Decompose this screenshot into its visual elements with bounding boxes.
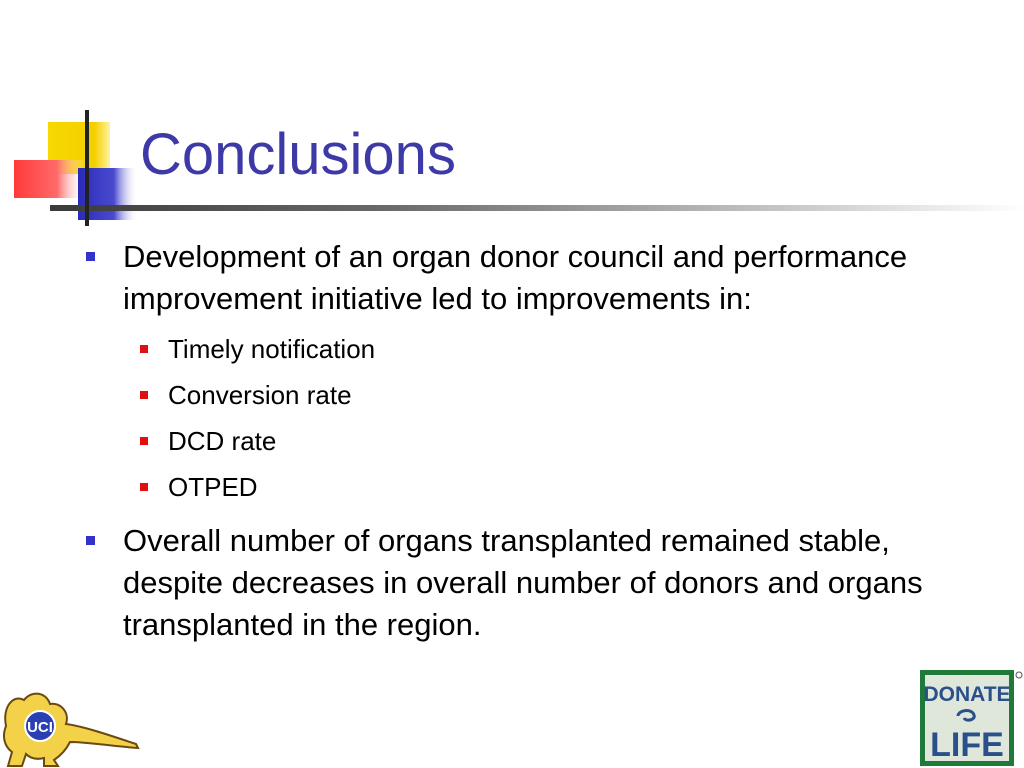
life-text: LIFE: [930, 726, 1004, 764]
sub-bullet-item: [86, 418, 996, 464]
bullet-text: Overall number of organs transplanted remained stable, despite decreases in overall number of donors and organs transplanted in the region.: [123, 523, 923, 642]
donate-life-logo: [918, 668, 1024, 768]
sub-bullet-item: [86, 326, 996, 372]
bullet-item: [86, 520, 996, 646]
sub-bullet-square-icon: [140, 483, 148, 491]
bullet-item: [86, 236, 996, 320]
sub-bullet-text: OTPED: [168, 472, 258, 502]
uci-anteater-logo: [0, 686, 142, 768]
sub-bullet-item: [86, 372, 996, 418]
donate-text: DONATE: [923, 683, 1011, 706]
sub-bullet-square-icon: [140, 345, 148, 353]
vertical-line: [85, 110, 89, 226]
slide-title: Conclusions: [140, 122, 456, 187]
bullet-square-icon: [86, 536, 95, 545]
bullet-list: [86, 236, 996, 646]
uci-text: UCI: [27, 719, 53, 736]
title-decoration: [0, 0, 1024, 240]
sub-bullet-text: Conversion rate: [168, 380, 352, 410]
bullet-text: Development of an organ donor council and performance improvement initiative led to improvements in:: [123, 239, 908, 316]
divider-line: [50, 205, 1024, 211]
sub-bullet-square-icon: [140, 437, 148, 445]
sub-bullet-square-icon: [140, 391, 148, 399]
bullet-square-icon: [86, 252, 95, 261]
sub-bullet-text: Timely notification: [168, 334, 376, 364]
red-square: [14, 160, 86, 198]
sub-bullet-text: DCD rate: [168, 426, 277, 456]
sub-bullet-item: [86, 464, 996, 510]
registered-mark-icon: [1016, 672, 1022, 678]
